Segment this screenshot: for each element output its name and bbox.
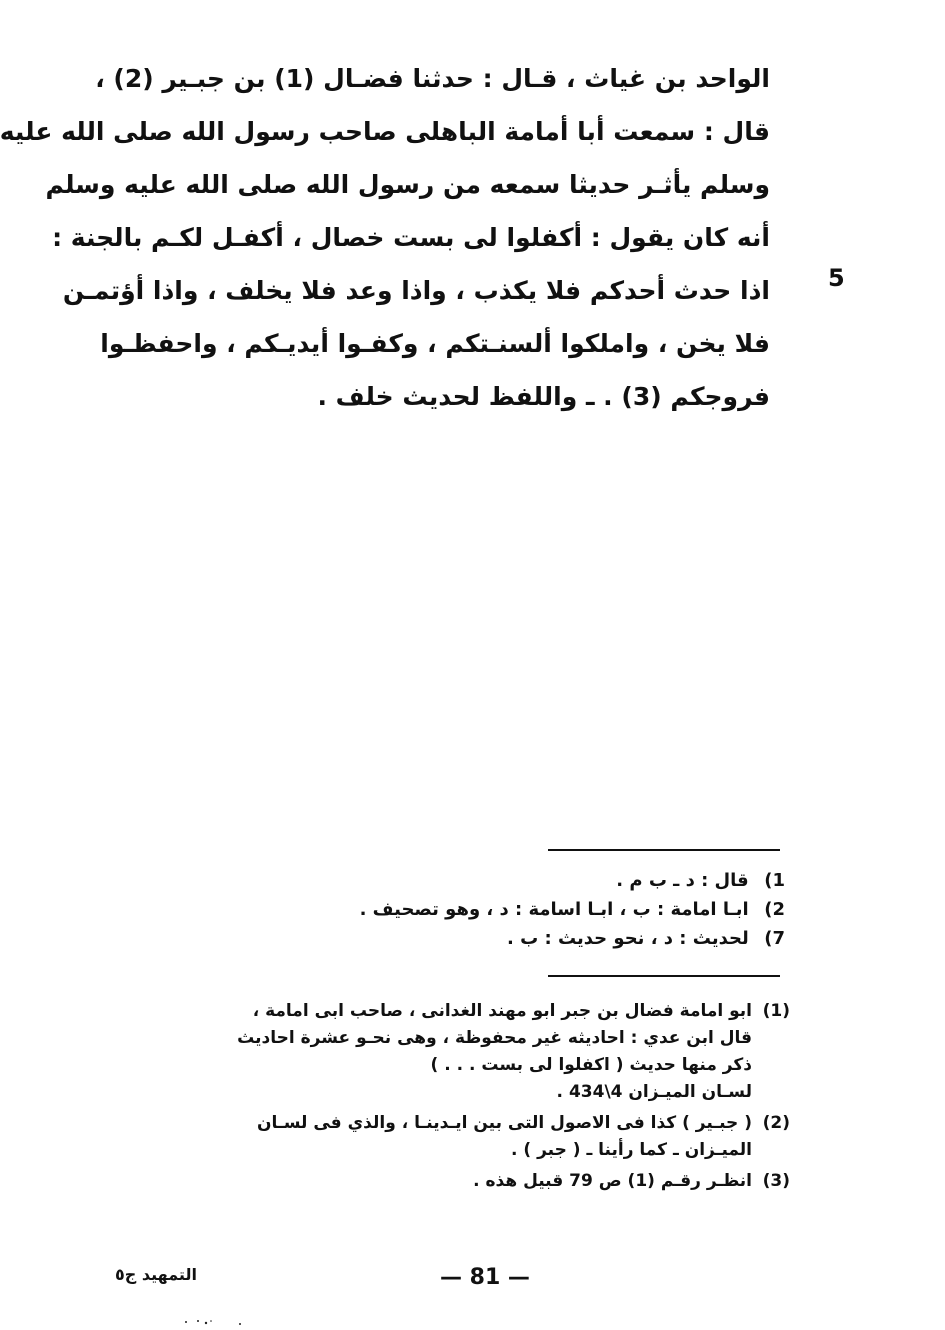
variant-row bbox=[360, 866, 785, 895]
footnote-line: ابو امامة فضال بن جبر ابو مهند الغدانى ، صاحب ابى امامة ، bbox=[252, 1001, 752, 1021]
footnote-line: انظـر رقـم (1) ص 79 قبيل هذه . bbox=[473, 1171, 752, 1191]
page-number: — 81 — bbox=[440, 1265, 530, 1290]
variant-readings bbox=[360, 866, 785, 953]
main-text-line: الواحد بن غياث ، قـال : حدثنا فضـال (1) بن جبـير (2) ، bbox=[95, 64, 770, 93]
footnote-line: قال ابن عدي : احاديثه غير محفوظة ، وهى نحـو عشرة احاديث bbox=[237, 1028, 752, 1048]
main-text-line: أنه كان يقول : أكفلوا لى بست خصال ، أكفـل لكـم بالجنة : bbox=[52, 223, 770, 252]
footnotes bbox=[120, 998, 790, 1199]
main-text-block bbox=[0, 52, 770, 423]
variant-row bbox=[360, 924, 785, 953]
footnote-line: الميـزان ـ كما رأينا ـ ( جبر ) . bbox=[511, 1140, 752, 1160]
footnote-line: لسـان الميـزان 4\434 . bbox=[556, 1082, 752, 1102]
main-text-line: قال : سمعت أبا أمامة الباهلى صاحب رسول الله صلى الله عليه bbox=[0, 117, 770, 146]
variant-text: ابـا امامة : ب ، ابـا اسامة : د ، وهو تصحيف . bbox=[359, 899, 749, 920]
variant-text: لحديث : د ، نحو حديث : ب . bbox=[507, 928, 749, 949]
main-text-line: اذا حدث أحدكم فلا يكذب ، واذا وعد فلا يخلف ، واذا أؤتمـن bbox=[62, 276, 770, 305]
footnote-number: (3) bbox=[762, 1171, 790, 1191]
footnote bbox=[120, 998, 790, 1106]
footnotes-divider bbox=[548, 975, 780, 977]
variant-number: 1) bbox=[764, 870, 785, 891]
variant-number: 2) bbox=[764, 899, 785, 920]
footnote-body bbox=[120, 1110, 752, 1164]
line-number-marker: 5 bbox=[828, 264, 845, 292]
footnote-number: (2) bbox=[762, 1113, 790, 1133]
footnote bbox=[120, 1110, 790, 1164]
footnote-body bbox=[120, 998, 752, 1106]
variant-row bbox=[360, 895, 785, 924]
variant-number: 7) bbox=[764, 928, 785, 949]
footnote-line: ذكر منها حديث ( اكفلوا لى بست . . . ) bbox=[430, 1055, 752, 1075]
footnote-body bbox=[120, 1168, 752, 1195]
footnote bbox=[120, 1168, 790, 1195]
scan-specks bbox=[180, 1318, 250, 1326]
apparatus-divider bbox=[548, 849, 780, 851]
main-text-line: وسلم يأثـر حديثا سمعه من رسول الله صلى الله عليه وسلم bbox=[45, 170, 770, 199]
footnote-line: ( جبـير ) كذا فى الاصول التى بين ايـدينـا ، والذي فى لسـان bbox=[257, 1113, 752, 1133]
variant-text: قال : د ـ ب م . bbox=[616, 870, 749, 891]
main-text-line: فلا يخن ، واملكوا ألسنـتكم ، وكفـوا أيديـكم ، واحفظـوا bbox=[100, 329, 770, 358]
footnote-number: (1) bbox=[762, 1001, 790, 1021]
signature-mark: التمهيد ج٥ bbox=[115, 1265, 197, 1284]
main-text-line: فروجكم (3) . ـ واللفظ لحديث خلف . bbox=[317, 382, 770, 411]
